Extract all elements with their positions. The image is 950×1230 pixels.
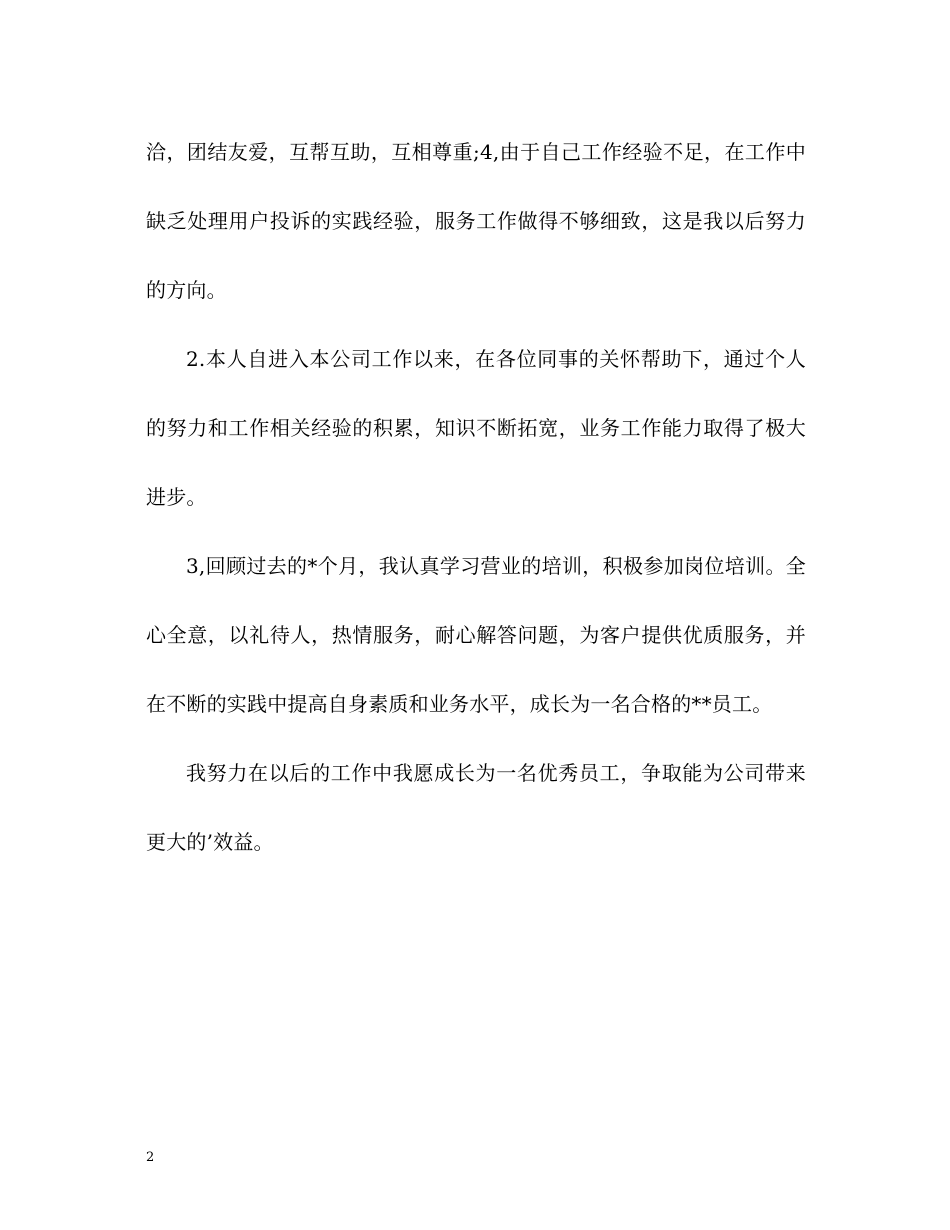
paragraph-1: 洽，团结友爱，互帮互助，互相尊重;4,由于自己工作经验不足，在工作中缺乏处理用户投诉的实践经验，服务工作做得不够细致，这是我以后努力的方向。	[146, 140, 806, 302]
paragraph-3: 3,回顾过去的*个月，我认真学习营业的培训，积极参加岗位培训。全心全意，以礼待人，热情服务，耐心解答问题，为客户提供优质服务，并在不断的实践中提高自身素质和业务水平，成长为一名合格的**员工。	[146, 554, 806, 716]
body-text	[146, 118, 806, 877]
paragraph-4: 我努力在以后的工作中我愿成长为一名优秀员工，争取能为公司带来更大的’效益。	[146, 761, 806, 854]
paragraph-2: 2.本人自进入本公司工作以来，在各位同事的关怀帮助下，通过个人的努力和工作相关经验的积累，知识不断拓宽，业务工作能力取得了极大进步。	[146, 347, 806, 509]
page-number: 2	[146, 1150, 155, 1165]
